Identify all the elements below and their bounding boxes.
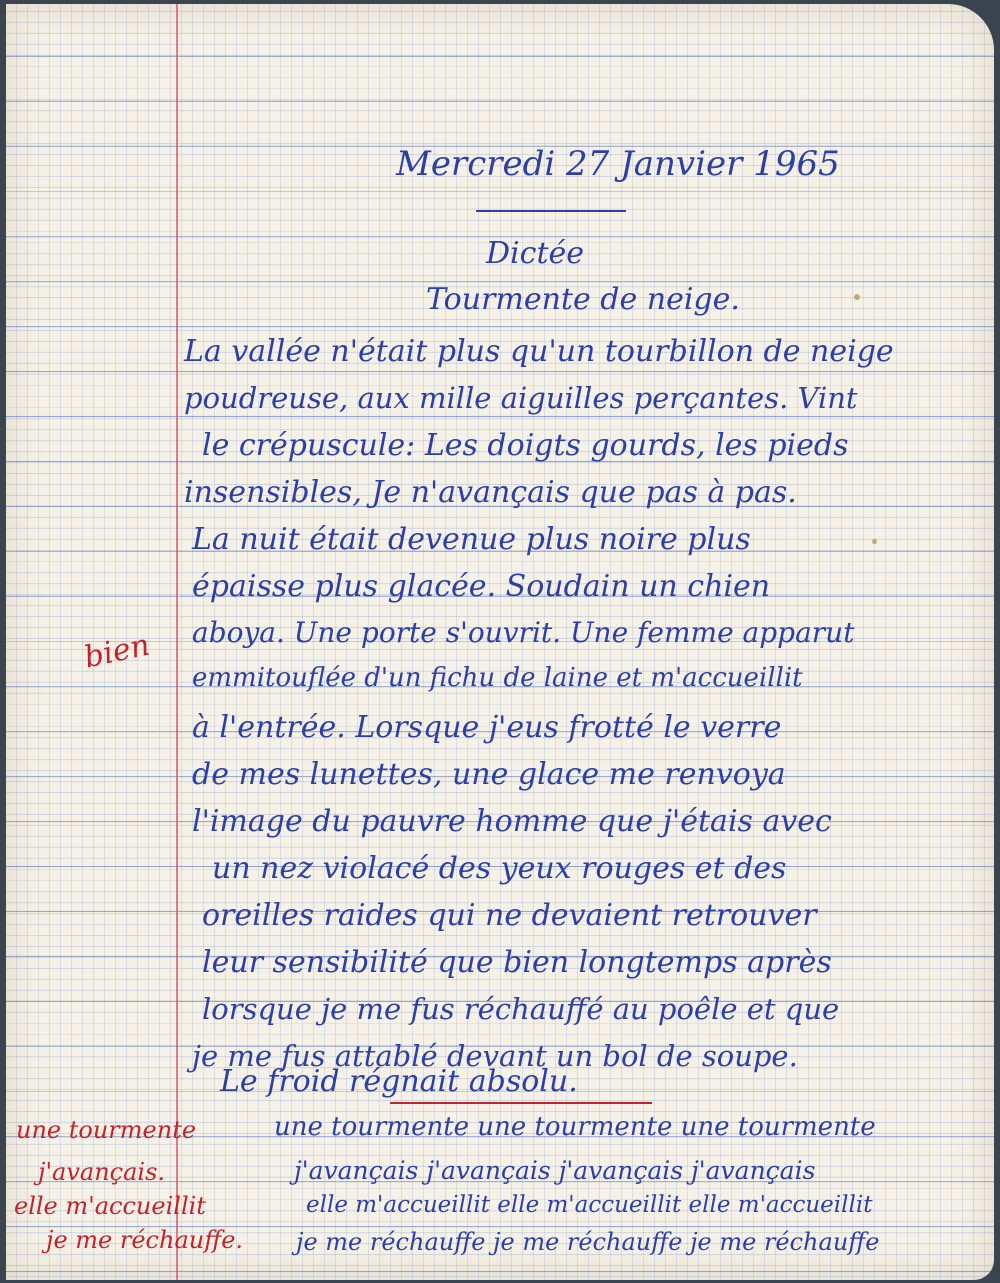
dictation-line: l'image du pauvre homme que j'étais avec — [192, 804, 832, 839]
dictation-line: je me fus attablé devant un bol de soupe. — [192, 1039, 798, 1073]
practice-line: elle m'accueillit elle m'accueillit elle m'accueillit — [306, 1192, 873, 1218]
page-subtitle: Dictée — [486, 236, 585, 271]
dictation-line: épaisse plus glacée. Soudain un chien — [192, 569, 771, 604]
dictation-line: un nez violacé des yeux rouges et des — [212, 851, 787, 886]
dictation-line: Le froid régnait absolu. — [220, 1064, 578, 1099]
practice-line: je me réchauffe je me réchauffe je me réchauffe — [296, 1228, 880, 1256]
margin-line — [176, 4, 178, 1280]
dictation-line: leur sensibilité que bien longtemps après — [202, 945, 832, 980]
paper-stain — [872, 539, 877, 544]
dictation-line: de mes lunettes, une glace me renvoya — [192, 757, 786, 792]
practice-line: une tourmente une tourmente une tourmente — [274, 1112, 876, 1142]
correction-note: j'avançais. — [38, 1158, 166, 1186]
paper-stain — [854, 294, 860, 300]
dictation-line: aboya. Une porte s'ouvrit. Une femme apparut — [192, 616, 855, 649]
correction-note: je me réchauffe. — [46, 1226, 244, 1254]
dictation-line: poudreuse, aux mille aiguilles perçantes. Vint — [184, 381, 858, 415]
dictation-line: lorsque je me fus réchauffé au poêle et que — [202, 992, 840, 1026]
dictation-line: La nuit était devenue plus noire plus — [192, 522, 751, 557]
dictation-line: emmitouflée d'un fichu de laine et m'accueillit — [192, 663, 803, 693]
correction-underline — [390, 1102, 652, 1104]
date-underline — [476, 210, 626, 212]
teacher-grade: bien — [81, 627, 153, 676]
dictation-line: le crépuscule: Les doigts gourds, les pieds — [202, 428, 849, 463]
page-date: Mercredi 27 Janvier 1965 — [396, 144, 840, 184]
dictation-line: insensibles, Je n'avançais que pas à pas. — [184, 475, 797, 510]
page-title: Tourmente de neige. — [426, 282, 740, 317]
notebook-page — [6, 4, 994, 1280]
practice-line: j'avançais j'avançais j'avançais j'avançais — [294, 1156, 816, 1185]
dictation-line: La vallée n'était plus qu'un tourbillon de neige — [184, 334, 894, 369]
dictation-line: à l'entrée. Lorsque j'eus frotté le verre — [192, 710, 782, 745]
dictation-line: oreilles raides qui ne devaient retrouver — [202, 898, 817, 933]
correction-note: elle m'accueillit — [14, 1192, 206, 1220]
correction-note: une tourmente — [16, 1116, 197, 1144]
